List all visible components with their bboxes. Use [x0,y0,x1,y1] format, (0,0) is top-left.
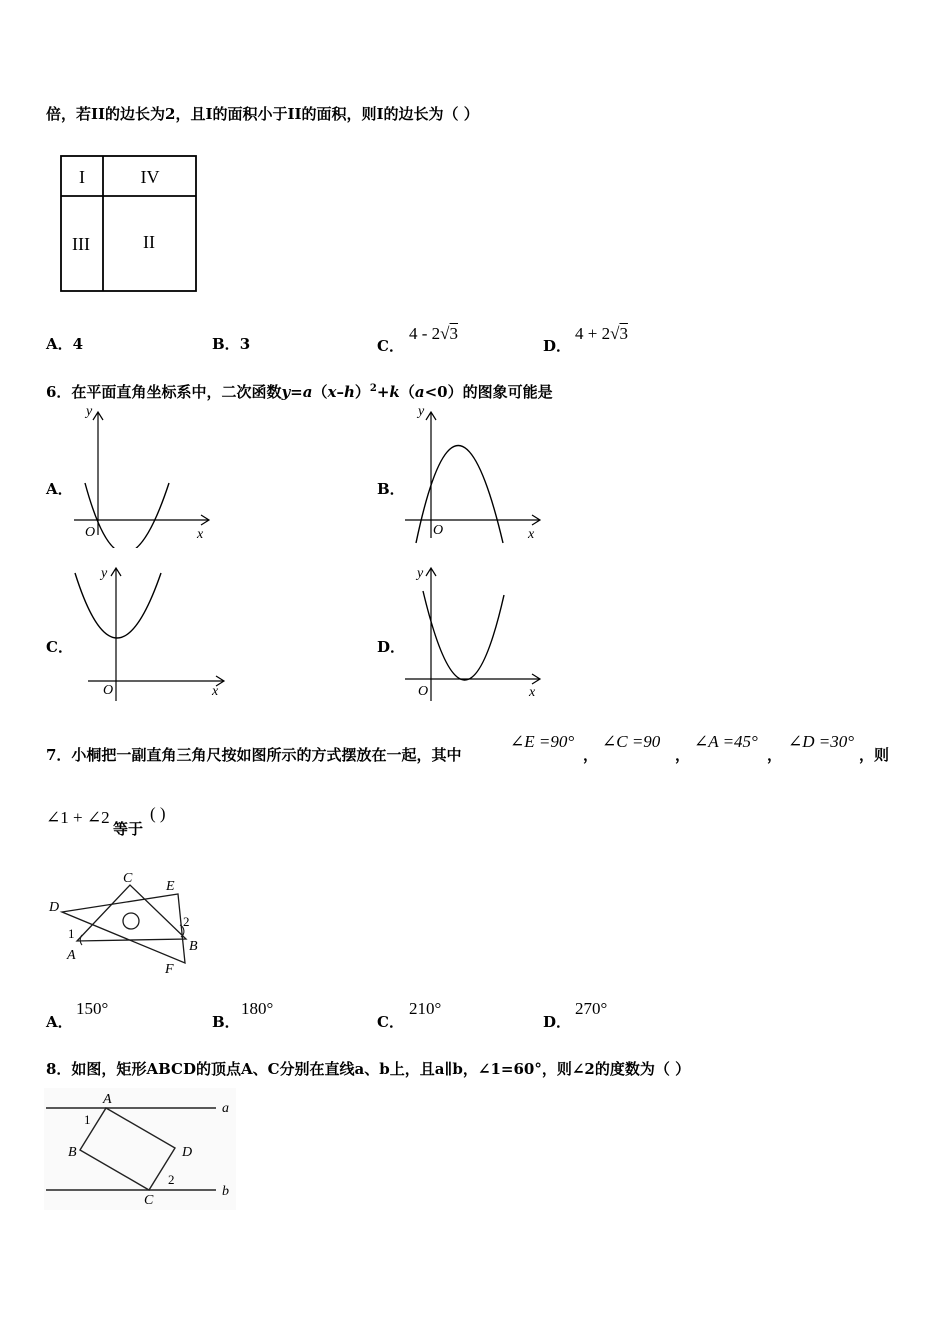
q8-stem: 8．如图，矩形ABCD的顶点A、C分别在直线a、b上，且a∥b，∠1=60°，则∠2的度数为（ ） [46,1060,691,1078]
grid-label-I: I [79,167,85,187]
grid-label-II: II [143,232,155,252]
q5-option-a[interactable] [46,333,83,354]
label-d: D [49,900,60,915]
q7-answer-paren: ( ) [150,804,166,823]
option-value: 3 [239,335,251,353]
x-axis-label: x [529,685,536,700]
q6-cond-a: a [414,383,425,401]
origin-label: O [418,684,429,699]
q6-formula-lp: （ [312,383,328,401]
label-b: B [189,939,198,954]
label-angle-1: 1 [84,1112,91,1127]
q6-cond-rest: <0） [424,383,463,401]
sqrt-icon: √ [440,324,450,343]
origin-label: O [433,523,444,538]
q7-stem: 7．小桐把一副直角三角尺按如图所示的方式摆放在一起，其中 [46,746,462,764]
y-axis-label: y [418,404,425,419]
q6-option-d-label[interactable]: D． [377,638,406,656]
q7-expression: ∠1 + ∠2 [46,808,110,827]
q7-option-a[interactable]: A． [46,1013,73,1031]
q6-formula-rp: ） [354,383,370,401]
q5-option-d-value [575,324,628,344]
option-label: B． [212,335,240,353]
parabola-curve [416,446,503,544]
q7-stem-tail: ，则 [859,746,890,764]
q5-option-c-value [409,324,458,344]
origin-label: O [103,683,114,698]
q6-graph-d[interactable] [399,563,549,708]
label-f: F [165,962,174,977]
label-d-vertex: D [182,1145,193,1160]
x-axis-label: x [212,684,219,699]
q7-sep-2: ， [675,746,691,764]
right-angle-circle-icon [123,913,139,929]
q6-option-c-label[interactable]: C． [46,638,73,656]
math-prefix: 4 - 2 [409,324,441,343]
q7-sep-3: ， [767,746,783,764]
math-prefix: 4 + 2 [575,324,611,343]
q7-triangles-figure [40,865,225,980]
q7-option-c-value: 210° [409,999,442,1018]
q5-option-c[interactable] [377,335,404,356]
q6-option-b-label[interactable]: B． [377,480,405,498]
q6-text-pre: 6．在平面直角坐标系中，二次函数 [46,383,282,401]
radicand: 3 [449,324,459,343]
option-label: C． [377,337,404,355]
grid-label-III: III [72,234,90,254]
q6-formula-h: h [343,383,355,401]
grid-label-IV: IV [140,167,160,187]
q7-angle-a: ∠A =45° [694,732,758,751]
x-axis-label: x [528,527,535,542]
q6-formula-minus: – [336,383,344,401]
q7-option-a-value: 150° [76,999,109,1018]
q7-option-d[interactable]: D． [543,1013,572,1031]
radicand: 3 [619,324,628,343]
label-line-a: a [222,1101,229,1116]
option-label: D． [543,337,572,355]
q6-formula-plus: + [376,383,390,401]
q6-formula-eq: = [290,383,303,401]
origin-label: O [85,525,96,540]
option-value: 4 [72,335,84,353]
parabola-curve [423,591,504,680]
label-b-vertex: B [68,1145,77,1160]
q7-option-d-value: 270° [575,999,608,1018]
q6-cond-lp: （ [399,383,415,401]
label-2: 2 [183,914,190,929]
label-line-b: b [222,1184,229,1199]
y-axis-label: y [86,404,93,419]
q6-graph-a[interactable] [68,403,218,548]
label-e: E [166,879,175,894]
q6-graph-c[interactable] [68,563,228,708]
q7-option-b-value: 180° [241,999,274,1018]
q6-formula-exp: 2 [369,383,377,394]
label-c: C [123,871,133,886]
label-angle-2: 2 [168,1172,175,1187]
q7-angle-d: ∠D =30° [788,732,855,751]
sqrt-icon: √ [610,324,620,343]
q6-text-post: 的图象可能是 [462,383,553,401]
q6-option-a-label[interactable]: A． [46,480,73,498]
q7-option-c[interactable]: C． [377,1013,404,1031]
q6-graph-b[interactable] [399,403,549,548]
q8-rectangle-figure [44,1088,236,1210]
q7-angle-e: ∠E =90° [510,732,575,751]
label-a: A [67,948,76,963]
y-axis-label: y [417,566,424,581]
q5-stem: 倍，若II的边长为2，且I的面积小于II的面积，则I的边长为（ ） [46,105,479,123]
q6-formula-a: a [302,383,313,401]
x-axis-label: x [197,527,204,542]
triangle-def [62,894,185,963]
option-label: A． [46,335,73,353]
q6-formula-x: x [327,383,337,401]
label-1: 1 [68,926,75,941]
q5-grid-figure [58,153,200,295]
q6-stem [46,381,553,402]
q7-sep-1: ， [583,746,599,764]
label-c-vertex: C [144,1193,154,1208]
q6-formula-k: k [389,383,400,401]
q5-option-b[interactable] [212,333,250,354]
label-a-vertex: A [103,1092,112,1107]
q6-formula-y: y [281,383,291,401]
q7-angle-c: ∠C =90 [602,732,661,751]
q7-expression-suffix: 等于 [113,820,144,838]
q7-option-b[interactable]: B． [212,1013,240,1031]
parabola-curve [75,573,161,638]
q5-option-d[interactable] [543,335,571,356]
y-axis-label: y [101,566,108,581]
